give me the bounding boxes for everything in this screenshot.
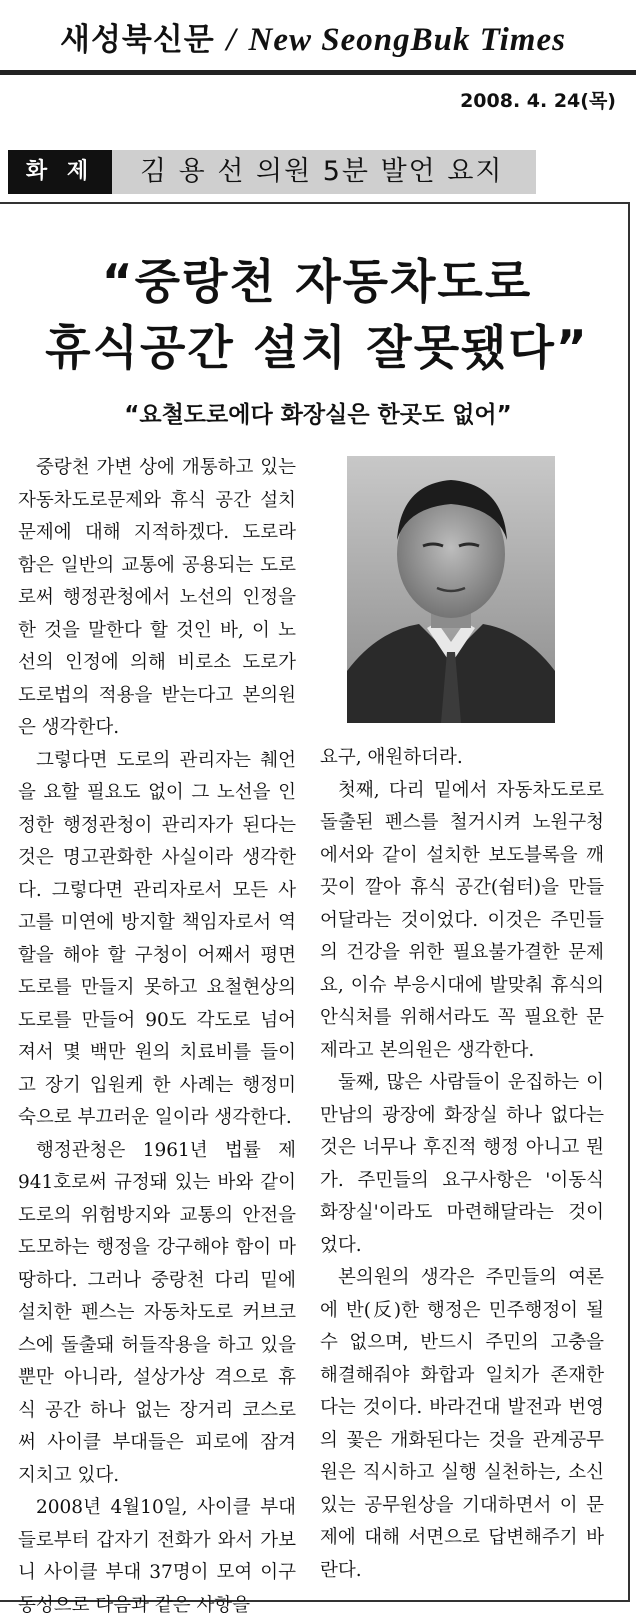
body-paragraph: 요구, 애원하더라.	[320, 747, 463, 768]
body-column-left	[18, 452, 296, 1622]
title-separator: /	[226, 22, 237, 58]
councilor-portrait-photo	[347, 456, 555, 723]
section-tag: 화 제	[8, 150, 112, 194]
masthead	[0, 0, 636, 78]
body-paragraph: 둘째, 많은 사람들이 운집하는 이 만남의 광장에 화장실 하나 없다는 것은 너무나 후진적 행정 아니고 뭔가. 주민들의 요구사항은 '이동식 화장실'이라도 마련해달라는 것이었다.	[320, 1072, 604, 1256]
newspaper-title	[60, 14, 566, 59]
subheadline: “요철도로에다 화장실은 한곳도 없어”	[124, 402, 512, 428]
body-paragraph: 그렇다면 도로의 관리자는 췌언을 요할 필요도 없이 그 노선을 인정한 행정관청이 관리자가 된다는 것은 명고관화한 사실이라 생각한다. 그렇다면 관리자로서 모든 사고를 미연에 방지할 책임자로서 역할을 해야 할 구청이 어째서 평면도로를 만들지 못하고 요철현상의 도로를 만들어 90도 각도로 넘어져서 몇 백만 원의 치료비를 들이고 장기 입원케 한 사례는 행정미숙으로 부끄러운 일이라 생각한다.	[18, 749, 296, 1128]
headline	[22, 250, 612, 382]
masthead-rule	[0, 70, 636, 75]
body-paragraph: 본의원의 생각은 주민들의 여론에 반(反)한 행정은 민주행정이 될 수 없으며, 반드시 주민의 고충을 해결해줘야 화합과 일치가 존재한다는 것이다. 바라건대 발전과 번영의 꽃은 개화된다는 것을 관계공무원은 직시하고 실행 실천하는, 소신 있는 공무원상을 기대하면서 이 문제에 대해 서면으로 답변해주기 바란다.	[320, 1267, 604, 1581]
headline-line-2: 휴식공간 설치 잘못됐다”	[45, 321, 589, 376]
body-paragraph: 첫째, 다리 밑에서 자동차도로로 돌출된 펜스를 철거시켜 노원구청에서와 같이 설치한 보도블록을 깨끗이 깔아 휴식 공간(쉼터)을 만들어달라는 것이었다. 이것은 주민들의 건강을 위한 필요불가결한 문제요, 이슈 부응시대에 발맞춰 휴식의 안식처를 위해서라도 꼭 필요한 문제라고 본의원은 생각한다.	[320, 779, 604, 1061]
section-title: 김 용 선 의원 5분 발언 요지	[140, 156, 504, 187]
headline-line-1: “중랑천 자동차도로	[101, 255, 533, 310]
title-korean: 새성북신문	[60, 22, 215, 58]
issue-date: 2008. 4. 24(목)	[460, 90, 616, 112]
body-column-right	[320, 742, 604, 1587]
body-paragraph: 중랑천 가변 상에 개통하고 있는 자동차도로문제와 휴식 공간 설치문제에 대해 지적하겠다. 도로라 함은 일반의 교통에 공용되는 도로로써 행정관청에서 노선의 인정을 한 것을 말한다 할 것인 바, 이 노선의 인정에 의해 비로소 도로가 도로법의 적용을 받는다고 본의원은 생각한다.	[18, 457, 296, 738]
portrait-illustration	[347, 456, 555, 723]
body-paragraph: 2008년 4월10일, 사이클 부대들로부터 갑자기 전화가 와서 가보니 사이클 부대 37명이 모여 이구동성으로 다음과 같은 사항을	[18, 1497, 296, 1616]
body-paragraph: 행정관청은 1961년 법률 제941호로써 규정돼 있는 바와 같이 도로의 위험방지와 교통의 안전을 도모하는 행정을 강구해야 함이 마땅하다. 그러나 중랑천 다리 밑에 설치한 펜스는 자동차도로 커브코스에 돌출돼 허들작용을 하고 있을 뿐만 아니라, 설상가상 격으로 휴식 공간 하나 없는 장거리 코스로써 사이클 부대들은 피로에 잠겨 지치고 있다.	[18, 1139, 296, 1486]
title-english: New SeongBuk Times	[248, 22, 566, 58]
